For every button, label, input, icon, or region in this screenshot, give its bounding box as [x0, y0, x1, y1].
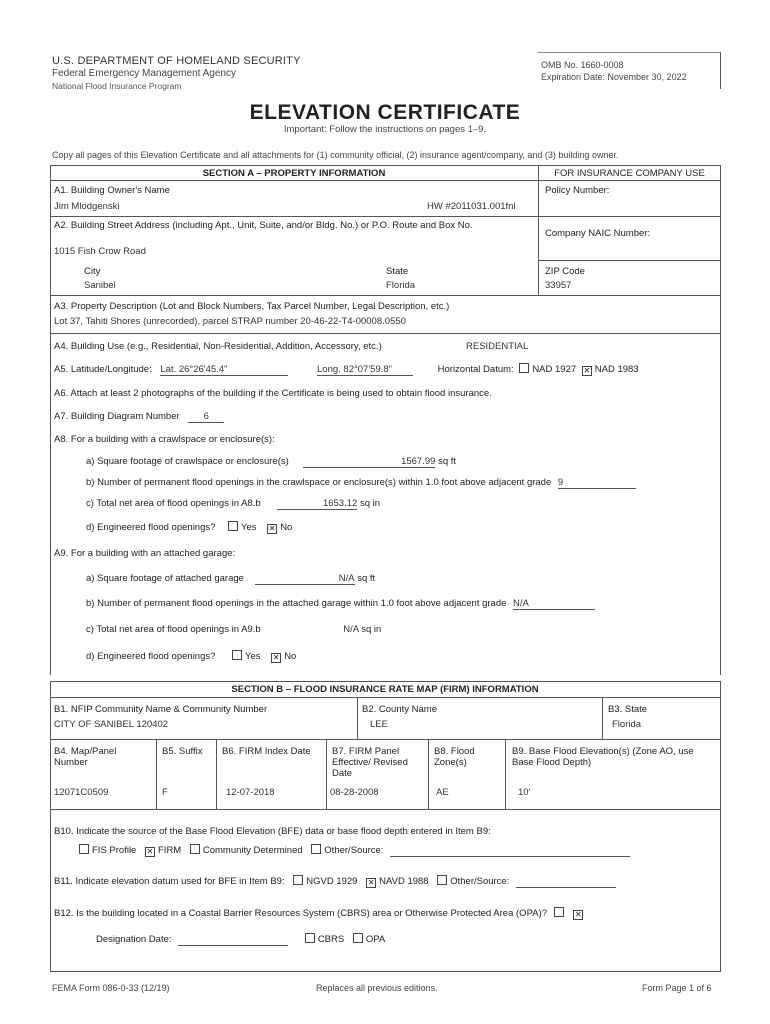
a1-owner-name[interactable]: Jim Mlodgenski: [54, 201, 120, 212]
important-note: Important: Follow the instructions on pages 1–9.: [283, 124, 487, 135]
b6-label: B6. FIRM Index Date: [222, 746, 311, 757]
a9d-row: [86, 650, 296, 663]
b-divider: [602, 697, 603, 739]
sub-agency-name: Federal Emergency Management Agency: [52, 68, 236, 79]
b-divider: [216, 739, 217, 809]
a9d-yes-label: Yes: [245, 651, 261, 662]
b2-label: B2. County Name: [362, 704, 437, 715]
b10-options: [76, 844, 630, 857]
other-datum-label: Other/Source:: [450, 876, 510, 887]
a8d-yes-checkbox[interactable]: [228, 521, 238, 531]
a8d-label: d) Engineered flood openings?: [86, 522, 216, 533]
frame-left: [50, 681, 51, 971]
a7-row: [54, 411, 224, 423]
b-divider: [326, 739, 327, 809]
a5-row: [54, 363, 639, 376]
firm-checkbox[interactable]: ✕: [146, 847, 154, 856]
b3-label: B3. State: [608, 704, 648, 715]
copy-note: Copy all pages of this Elevation Certificate and all attachments for (1) community official, (2) insurance agent/company, and (3) building owner.: [52, 150, 619, 160]
a8c-unit: sq in: [359, 498, 381, 509]
a9d-yes-checkbox[interactable]: [232, 650, 242, 660]
other-source-checkbox[interactable]: [311, 844, 321, 854]
rule: [50, 697, 720, 698]
b12-no-checkbox[interactable]: ✕: [574, 910, 582, 919]
b4-value[interactable]: 12071C0509: [54, 787, 109, 798]
a9b-row: [86, 598, 595, 610]
b8-value[interactable]: AE: [436, 787, 449, 798]
navd-label: NAVD 1988: [379, 876, 429, 887]
opa-label: OPA: [365, 934, 386, 945]
agency-name: U.S. DEPARTMENT OF HOMELAND SECURITY: [52, 55, 301, 67]
a8d-no-label: No: [280, 522, 293, 533]
a2-label: A2. Building Street Address (including Apt., Unit, Suite, and/or Bldg. No.) or P.O. Route and Box No.: [54, 220, 473, 231]
a8a-value[interactable]: 1567.99: [303, 456, 435, 468]
a9a-row: [86, 573, 375, 585]
b7-value[interactable]: 08-28-2008: [330, 787, 379, 798]
a7-label: A7. Building Diagram Number: [54, 411, 180, 422]
a9a-label: a) Square footage of attached garage: [86, 573, 244, 584]
form-title: ELEVATION CERTIFICATE: [249, 101, 521, 124]
a8c-row: [86, 498, 380, 510]
insurer-divider: [538, 165, 539, 295]
expiration-date: Expiration Date: November 30, 2022: [541, 72, 687, 82]
a8c-label: c) Total net area of flood openings in A8.b: [86, 498, 261, 509]
form-number: FEMA Form 086-0-33 (12/19): [52, 983, 170, 993]
other-source-label: Other/Source:: [324, 845, 384, 856]
state-value[interactable]: Florida: [386, 280, 416, 291]
a9d-no-checkbox[interactable]: ✕: [272, 653, 280, 662]
frame-right: [720, 681, 721, 971]
a4-label: A4. Building Use (e.g., Residential, Non-Residential, Addition, Accessory, etc.): [54, 341, 382, 352]
b9-label: B9. Base Flood Elevation(s) (Zone AO, use Base Flood Depth): [512, 746, 694, 768]
fis-checkbox[interactable]: [79, 844, 89, 854]
a8b-row: [86, 477, 636, 489]
b11-label: B11. Indicate elevation datum used for BFE in Item B9:: [54, 876, 285, 887]
datum-label: Horizontal Datum:: [437, 364, 514, 375]
a9d-label: d) Engineered flood openings?: [86, 651, 216, 662]
community-label: Community Determined: [202, 845, 303, 856]
rule: [50, 295, 720, 296]
ngvd-label: NGVD 1929: [306, 876, 358, 887]
fis-label: FIS Profile: [92, 845, 137, 856]
a8a-label: a) Square footage of crawlspace or enclosure(s): [86, 456, 289, 467]
naic-number-label[interactable]: Company NAIC Number:: [545, 228, 651, 239]
a8d-row: [86, 521, 292, 534]
a9-label: A9. For a building with an attached garage:: [54, 548, 236, 559]
b12-row: [54, 907, 586, 920]
city-value[interactable]: Sanibel: [84, 280, 116, 291]
a9a-unit: sq ft: [357, 573, 376, 584]
navd-checkbox[interactable]: ✕: [367, 878, 375, 887]
latitude-value[interactable]: Lat. 26°26'45.4": [160, 364, 288, 376]
a1-label: A1. Building Owner's Name: [54, 185, 170, 196]
rule: [50, 739, 720, 740]
b3-value[interactable]: Florida: [612, 719, 642, 730]
state-label: State: [386, 266, 409, 277]
section-a-title: SECTION A – PROPERTY INFORMATION: [202, 168, 386, 179]
b8-label: B8. Flood Zone(s): [434, 746, 475, 768]
zip-label: ZIP Code: [545, 266, 585, 277]
replaces-note: Replaces all previous editions.: [316, 983, 438, 993]
nad1983-label: NAD 1983: [594, 364, 639, 375]
a9b-value[interactable]: N/A: [513, 598, 595, 610]
a9a-value[interactable]: N/A: [255, 573, 355, 585]
cbrs-checkbox[interactable]: [305, 933, 315, 943]
nad1927-checkbox[interactable]: [519, 363, 529, 373]
a8b-label: b) Number of permanent flood openings in the crawlspace or enclosure(s) within 1.0 foot above adjacent grade: [86, 477, 552, 488]
insurer-title: FOR INSURANCE COMPANY USE: [554, 168, 705, 179]
section-b-title: SECTION B – FLOOD INSURANCE RATE MAP (FIRM) INFORMATION: [231, 684, 539, 695]
a9d-no-label: No: [284, 651, 297, 662]
other-datum-checkbox[interactable]: [437, 875, 447, 885]
a1-reference: HW #2011031.001fnl: [427, 201, 516, 212]
page-number: Form Page 1 of 6: [642, 983, 712, 993]
b11-row: [54, 875, 616, 888]
rule: [50, 333, 720, 334]
a2-street-address[interactable]: 1015 Fish Crow Road: [54, 246, 146, 257]
nad1983-checkbox[interactable]: ✕: [583, 366, 591, 375]
a8c-value[interactable]: 1653.12: [277, 498, 357, 510]
firm-label: FIRM: [158, 845, 182, 856]
a9c-unit: sq in: [361, 624, 382, 635]
b7-label: B7. FIRM Panel Effective/ Revised Date: [332, 746, 408, 779]
b9-value[interactable]: 10': [518, 787, 531, 798]
nad1927-label: NAD 1927: [532, 364, 577, 375]
a8b-value[interactable]: 9: [558, 477, 636, 489]
b1-label: B1. NFIP Community Name & Community Number: [54, 704, 268, 715]
frame-left: [50, 165, 51, 675]
b-divider: [357, 697, 358, 739]
longitude-value[interactable]: Long. 82°07'59.8": [317, 364, 413, 376]
designation-label: Designation Date:: [96, 934, 172, 945]
city-label: City: [84, 266, 101, 277]
b2-value[interactable]: LEE: [370, 719, 388, 730]
b-divider: [505, 739, 506, 809]
omb-number: OMB No. 1660-0008: [541, 60, 624, 70]
cbrs-label: CBRS: [317, 934, 345, 945]
a9c-value[interactable]: N/A: [343, 624, 359, 635]
b-divider: [428, 739, 429, 809]
a9c-row: [86, 624, 381, 635]
b6-value[interactable]: 12-07-2018: [226, 787, 275, 798]
a7-diagram-number[interactable]: 6: [188, 411, 224, 423]
designation-date-field[interactable]: [178, 934, 288, 946]
b10-label: B10. Indicate the source of the Base Flood Elevation (BFE) data or base flood depth entered in Item B9:: [54, 826, 491, 837]
policy-number-label[interactable]: Policy Number:: [545, 185, 610, 196]
rule: [50, 216, 720, 217]
rule: [50, 165, 720, 166]
rule: [50, 809, 720, 810]
a8d-yes-label: Yes: [241, 522, 257, 533]
other-datum-field[interactable]: [516, 876, 616, 888]
a8a-unit: sq ft: [438, 456, 457, 467]
a6-label: A6. Attach at least 2 photographs of the building if the Certificate is being used to obtain flood insurance.: [54, 388, 492, 399]
b4-label: B4. Map/Panel Number: [54, 746, 117, 768]
rule: [50, 180, 720, 181]
omb-box: [538, 52, 721, 89]
b5-label: B5. Suffix: [162, 746, 203, 757]
designation-row: [96, 933, 385, 946]
rule: [50, 971, 721, 972]
a3-property-description[interactable]: Lot 37, Tahiti Shores (unrecorded), parcel STRAP number 20-46-22-T4-00008.0550: [54, 316, 406, 327]
rule: [50, 681, 720, 682]
a4-building-use[interactable]: RESIDENTIAL: [466, 341, 529, 352]
community-checkbox[interactable]: [190, 844, 200, 854]
a5-label: A5. Latitude/Longitude:: [54, 364, 152, 375]
b1-value[interactable]: CITY OF SANIBEL 120402: [54, 719, 169, 730]
b12-label: B12. Is the building located in a Coastal Barrier Resources System (CBRS) area or Otherwise Protected Area (OPA)?: [54, 908, 547, 919]
program-name: National Flood Insurance Program: [52, 81, 182, 91]
a3-label: A3. Property Description (Lot and Block Numbers, Tax Parcel Number, Legal Description, etc.): [54, 301, 450, 312]
other-source-field[interactable]: [390, 845, 630, 857]
a8-label: A8. For a building with a crawlspace or enclosure(s):: [54, 434, 275, 445]
zip-value[interactable]: 33957: [545, 280, 572, 291]
opa-checkbox[interactable]: [353, 933, 363, 943]
a9b-label: b) Number of permanent flood openings in the attached garage within 1.0 foot above adjacent grade: [86, 598, 507, 609]
rule: [538, 260, 720, 261]
ngvd-checkbox[interactable]: [293, 875, 303, 885]
b12-yes-checkbox[interactable]: [554, 907, 564, 917]
a9c-label: c) Total net area of flood openings in A9.b: [86, 624, 261, 635]
a8a-row: [86, 456, 456, 468]
b-divider: [156, 739, 157, 809]
a8d-no-checkbox[interactable]: ✕: [268, 524, 276, 533]
frame-right: [720, 165, 721, 675]
b5-value[interactable]: F: [162, 787, 168, 798]
